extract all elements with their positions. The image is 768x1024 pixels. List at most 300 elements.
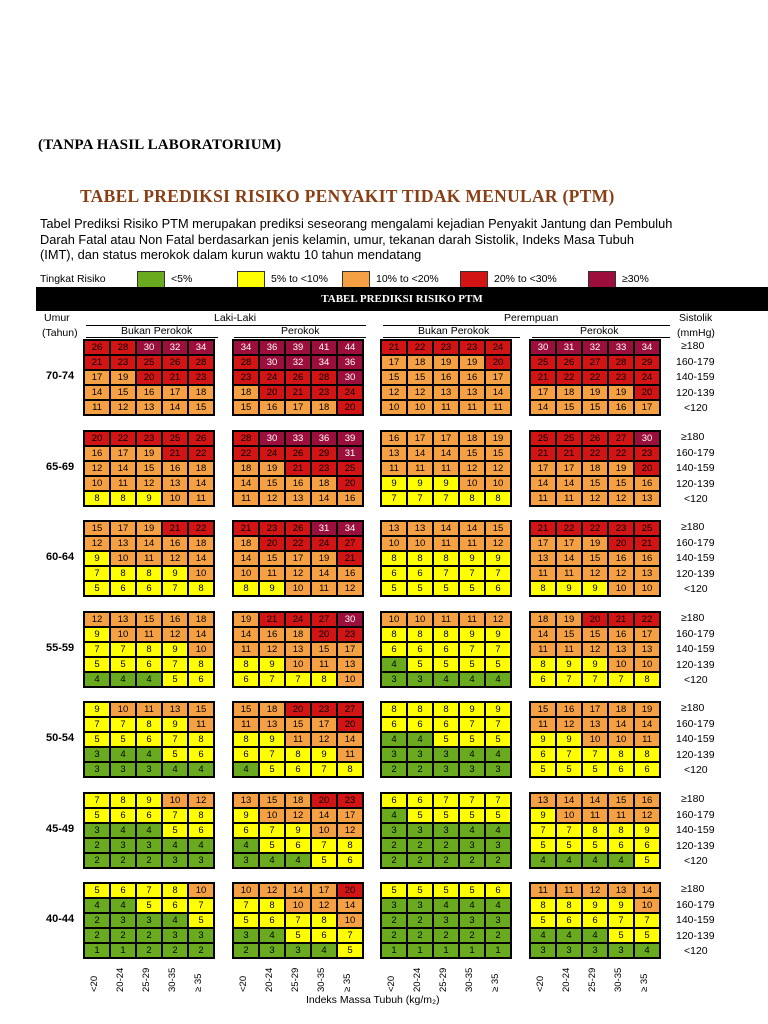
risk-cell: 4 [382,733,406,746]
risk-cell: 10 [286,899,310,912]
risk-cell: 14 [312,809,336,822]
risk-cell: 15 [137,462,161,475]
risk-cell: 20 [312,628,336,641]
female-header: Perempuan [504,312,559,324]
risk-cell: 4 [557,929,581,942]
risk-cell: 13 [286,643,310,656]
risk-cell: 10 [609,582,633,595]
sistolik-label: ≥180 [681,612,705,624]
risk-cell: 12 [609,492,633,505]
risk-cell: 16 [163,613,187,626]
risk-cell: 19 [609,386,633,399]
risk-cell: 8 [460,492,484,505]
risk-cell: 33 [609,341,633,354]
risk-cell: 10 [111,703,135,716]
bmi-label: 25-29 [587,967,598,992]
risk-cell: 10 [111,628,135,641]
risk-cell: 5 [408,582,432,595]
bmi-label: 20-24 [561,967,572,992]
risk-cell: 7 [557,824,581,837]
risk-cell: 12 [486,537,510,550]
risk-cell: 23 [460,341,484,354]
risk-cell: 1 [382,944,406,957]
risk-cell: 9 [434,477,458,490]
bmi-label: 30-35 [316,967,327,992]
male-smoker-header: Perokok [281,325,320,337]
risk-cell: 21 [163,522,187,535]
risk-cell: 20 [609,537,633,550]
risk-cell: 4 [286,854,310,867]
risk-cell: 4 [460,748,484,761]
risk-cell: 15 [382,371,406,384]
risk-cell: 8 [286,748,310,761]
risk-cell: 15 [408,371,432,384]
bmi-label: 30-35 [167,967,178,992]
risk-cell: 9 [260,658,284,671]
risk-cell: 18 [312,477,336,490]
risk-cell: 6 [137,582,161,595]
sistolik-label: 120-139 [676,386,715,399]
legend-text-over30: ≥30% [622,273,649,285]
bmi-label: ≥ 35 [193,973,204,992]
risk-cell: 7 [486,567,510,580]
risk-cell: 17 [531,386,555,399]
risk-cell: 33 [286,432,310,445]
bmi-label: 20-24 [412,967,423,992]
risk-cell: 5 [234,914,258,927]
risk-cell: 5 [531,763,555,776]
risk-cell: 14 [531,628,555,641]
risk-cell: 8 [486,492,510,505]
risk-cell: 9 [234,809,258,822]
risk-cell: 4 [111,824,135,837]
risk-cell: 4 [111,899,135,912]
risk-cell: 28 [111,341,135,354]
description-line: Darah Fatal atau Non Fatal berdasarkan jenis kelamin, umur, tekanan darah Sistolik, Indeks Masa Tubuh [40,231,634,247]
risk-cell: 5 [486,658,510,671]
risk-cell: 8 [189,809,213,822]
risk-cell: 23 [338,628,362,641]
risk-cell: 7 [85,718,109,731]
risk-cell: 22 [408,341,432,354]
risk-cell: 11 [609,809,633,822]
sistolik-label: 120-139 [676,748,715,761]
risk-cell: 17 [583,703,607,716]
risk-cell: 5 [408,884,432,897]
risk-cell: 18 [609,703,633,716]
risk-cell: 17 [635,628,659,641]
risk-cell: 11 [434,537,458,550]
risk-cell: 20 [286,703,310,716]
risk-cell: 5 [85,884,109,897]
risk-cell: 3 [531,944,555,957]
risk-cell: 11 [137,628,161,641]
risk-cell: 21 [609,613,633,626]
risk-cell: 20 [635,386,659,399]
risk-cell: 14 [234,628,258,641]
risk-cell: 11 [557,884,581,897]
risk-cell: 15 [531,703,555,716]
risk-cell: 10 [382,537,406,550]
risk-cell: 10 [408,537,432,550]
risk-cell: 8 [312,914,336,927]
risk-cell: 3 [486,914,510,927]
risk-cell: 17 [434,432,458,445]
legend-swatch-over30 [588,271,616,288]
sistolik-label: 140-159 [676,643,715,655]
risk-cell: 10 [286,658,310,671]
risk-cell: 17 [286,552,310,565]
risk-cell: 11 [137,552,161,565]
risk-cell: 3 [486,763,510,776]
risk-cell: 6 [260,914,284,927]
risk-cell: 23 [312,462,336,475]
risk-cell: 8 [338,839,362,852]
risk-cell: 3 [609,944,633,957]
risk-cell: 15 [260,794,284,807]
risk-cell: 20 [85,432,109,445]
risk-cell: 15 [486,522,510,535]
risk-cell: 15 [260,477,284,490]
risk-cell: 21 [260,613,284,626]
risk-cell: 12 [486,462,510,475]
risk-cell: 4 [260,929,284,942]
risk-cell: 11 [408,462,432,475]
risk-cell: 12 [609,567,633,580]
risk-cell: 16 [609,401,633,414]
risk-cell: 14 [531,401,555,414]
risk-cell: 23 [137,432,161,445]
risk-cell: 9 [635,824,659,837]
risk-cell: 8 [531,658,555,671]
sistolik-label: 120-139 [676,839,715,852]
risk-cell: 8 [189,733,213,746]
risk-cell: 12 [260,643,284,656]
risk-cell: 10 [111,552,135,565]
risk-cell: 24 [312,537,336,550]
risk-cell: 9 [163,643,187,656]
risk-cell: 17 [486,371,510,384]
risk-cell: 8 [382,628,406,641]
risk-cell: 18 [189,537,213,550]
risk-cell: 6 [189,673,213,686]
risk-cell: 13 [635,492,659,505]
risk-cell: 17 [286,401,310,414]
risk-cell: 6 [286,763,310,776]
risk-grid-female-nonsmoker [380,520,512,597]
risk-cell: 1 [408,944,432,957]
legend-swatch-20to30 [460,271,488,288]
legend-text-20to30: 20% to <30% [494,273,557,285]
risk-cell: 11 [531,718,555,731]
risk-cell: 10 [583,733,607,746]
risk-cell: 23 [434,341,458,354]
risk-cell: 4 [163,839,187,852]
risk-cell: 2 [434,839,458,852]
male-header: Laki-Laki [214,312,257,324]
risk-grid-female-nonsmoker [380,882,512,959]
risk-cell: 10 [486,477,510,490]
risk-cell: 6 [408,643,432,656]
risk-cell: 11 [189,718,213,731]
risk-cell: 2 [111,854,135,867]
risk-cell: 21 [85,356,109,369]
risk-cell: 6 [137,733,161,746]
risk-cell: 6 [111,809,135,822]
risk-cell: 20 [486,356,510,369]
risk-cell: 20 [583,613,607,626]
risk-cell: 9 [557,582,581,595]
risk-cell: 6 [137,658,161,671]
risk-cell: 16 [635,552,659,565]
risk-cell: 15 [85,522,109,535]
risk-cell: 19 [234,613,258,626]
risk-cell: 10 [460,477,484,490]
risk-cell: 19 [312,552,336,565]
risk-cell: 7 [557,673,581,686]
legend-text-under5: <5% [171,273,193,285]
risk-cell: 11 [189,492,213,505]
risk-cell: 36 [260,341,284,354]
risk-cell: 5 [635,854,659,867]
bmi-label: 30-35 [464,967,475,992]
risk-cell: 10 [286,582,310,595]
description-line: (IMT), dan status merokok dalam kurun waktu 10 tahun mendatang [40,247,422,262]
risk-cell: 18 [583,462,607,475]
risk-cell: 8 [189,658,213,671]
risk-legend [40,271,768,287]
risk-cell: 21 [382,341,406,354]
risk-cell: 2 [408,914,432,927]
risk-cell: 5 [434,884,458,897]
risk-cell: 5 [531,839,555,852]
risk-grid-female-smoker [529,882,661,959]
risk-cell: 9 [460,552,484,565]
sistolik-label: <120 [684,855,708,867]
risk-cell: 5 [434,733,458,746]
risk-cell: 16 [460,371,484,384]
risk-cell: 6 [382,718,406,731]
risk-cell: 7 [583,673,607,686]
risk-cell: 12 [382,386,406,399]
risk-cell: 15 [557,628,581,641]
risk-cell: 11 [486,401,510,414]
risk-cell: 14 [434,447,458,460]
age-group-label: 45-49 [46,823,75,835]
risk-cell: 18 [312,401,336,414]
mmhg-header: (mmHg) [677,327,715,339]
risk-cell: 3 [408,899,432,912]
risk-cell: 23 [111,356,135,369]
risk-cell: 9 [85,703,109,716]
risk-cell: 5 [408,809,432,822]
risk-cell: 4 [609,854,633,867]
risk-cell: 25 [163,432,187,445]
risk-cell: 9 [137,492,161,505]
risk-cell: 12 [286,567,310,580]
risk-cell: 6 [408,718,432,731]
risk-cell: 8 [111,567,135,580]
risk-cell: 5 [557,763,581,776]
risk-cell: 9 [583,899,607,912]
risk-cell: 39 [286,341,310,354]
bmi-axis-label: Indeks Massa Tubuh (kg/m₂) [306,994,440,1006]
risk-cell: 12 [85,537,109,550]
risk-cell: 6 [163,899,187,912]
risk-cell: 14 [286,884,310,897]
risk-grid-female-smoker [529,792,661,869]
risk-cell: 17 [382,356,406,369]
risk-cell: 13 [111,537,135,550]
risk-cell: 13 [234,794,258,807]
risk-cell: 22 [286,537,310,550]
risk-cell: 10 [163,492,187,505]
risk-cell: 5 [260,839,284,852]
risk-cell: 30 [338,371,362,384]
risk-cell: 2 [137,944,161,957]
risk-cell: 27 [583,356,607,369]
risk-cell: 15 [234,703,258,716]
risk-cell: 16 [286,477,310,490]
risk-cell: 11 [382,462,406,475]
risk-cell: 3 [163,854,187,867]
risk-cell: 7 [111,718,135,731]
risk-cell: 3 [557,944,581,957]
bmi-label: <20 [535,975,546,992]
risk-cell: 22 [557,371,581,384]
risk-cell: 5 [85,582,109,595]
tahun-header: (Tahun) [42,327,78,339]
risk-cell: 2 [234,944,258,957]
risk-cell: 14 [189,628,213,641]
risk-cell: 4 [189,763,213,776]
bmi-label: 30-35 [613,967,624,992]
risk-cell: 3 [382,748,406,761]
risk-cell: 34 [234,341,258,354]
sistolik-label: 120-139 [676,567,715,580]
risk-cell: 7 [189,899,213,912]
risk-cell: 8 [234,582,258,595]
risk-cell: 27 [609,432,633,445]
risk-cell: 8 [382,703,406,716]
risk-cell: 5 [583,839,607,852]
sistolik-label: 120-139 [676,477,715,490]
risk-cell: 30 [137,341,161,354]
risk-cell: 2 [382,914,406,927]
risk-cell: 7 [312,839,336,852]
sistolik-label: 160-179 [676,536,715,549]
risk-cell: 16 [338,567,362,580]
legend-swatch-under5 [137,271,165,288]
risk-cell: 6 [111,884,135,897]
risk-cell: 8 [583,824,607,837]
risk-cell: 16 [338,492,362,505]
risk-cell: 16 [85,447,109,460]
risk-cell: 17 [557,537,581,550]
risk-cell: 10 [234,567,258,580]
risk-cell: 5 [338,944,362,957]
sistolik-label: 120-139 [676,658,715,671]
risk-cell: 13 [382,522,406,535]
bmi-label: 25-29 [438,967,449,992]
risk-cell: 3 [408,673,432,686]
sistolik-label: <120 [684,402,708,414]
risk-cell: 15 [583,401,607,414]
risk-cell: 31 [338,447,362,460]
sistolik-label: 140-159 [676,824,715,836]
risk-cell: 4 [189,839,213,852]
sistolik-label: 140-159 [676,462,715,474]
risk-cell: 10 [338,914,362,927]
risk-cell: 9 [486,552,510,565]
risk-cell: 11 [338,748,362,761]
risk-cell: 1 [486,944,510,957]
risk-cell: 28 [312,371,336,384]
risk-cell: 20 [338,401,362,414]
legend-text-10to20: 10% to <20% [376,273,439,285]
risk-cell: 8 [338,763,362,776]
risk-cell: 6 [234,748,258,761]
risk-cell: 2 [382,854,406,867]
risk-cell: 13 [609,884,633,897]
risk-cell: 6 [382,794,406,807]
risk-cell: 13 [338,658,362,671]
risk-cell: 25 [531,432,555,445]
risk-cell: 6 [635,763,659,776]
risk-cell: 5 [609,929,633,942]
risk-cell: 25 [137,356,161,369]
risk-cell: 26 [85,341,109,354]
risk-cell: 11 [234,643,258,656]
risk-cell: 7 [85,567,109,580]
risk-cell: 4 [137,824,161,837]
risk-cell: 6 [486,582,510,595]
risk-cell: 17 [531,462,555,475]
risk-cell: 24 [486,341,510,354]
risk-cell: 12 [85,462,109,475]
risk-cell: 8 [408,703,432,716]
sistolik-label: <120 [684,764,708,776]
risk-cell: 7 [234,899,258,912]
risk-cell: 13 [460,386,484,399]
risk-cell: 30 [635,432,659,445]
risk-cell: 2 [382,839,406,852]
risk-grid-male-nonsmoker [83,339,215,416]
risk-cell: 8 [137,718,161,731]
risk-cell: 3 [111,914,135,927]
risk-cell: 5 [486,809,510,822]
risk-cell: 3 [434,748,458,761]
risk-grid-male-smoker [232,882,364,959]
risk-cell: 7 [486,643,510,656]
risk-cell: 15 [137,613,161,626]
risk-cell: 17 [531,537,555,550]
risk-cell: 32 [163,341,187,354]
risk-cell: 3 [137,914,161,927]
risk-cell: 22 [557,522,581,535]
risk-cell: 11 [434,613,458,626]
sistolik-label: ≥180 [681,340,705,352]
risk-table [36,287,768,1010]
risk-cell: 15 [486,447,510,460]
risk-cell: 16 [163,537,187,550]
risk-cell: 14 [338,899,362,912]
risk-cell: 27 [312,613,336,626]
risk-cell: 16 [609,552,633,565]
risk-cell: 7 [163,733,187,746]
risk-cell: 25 [338,462,362,475]
risk-cell: 30 [338,613,362,626]
